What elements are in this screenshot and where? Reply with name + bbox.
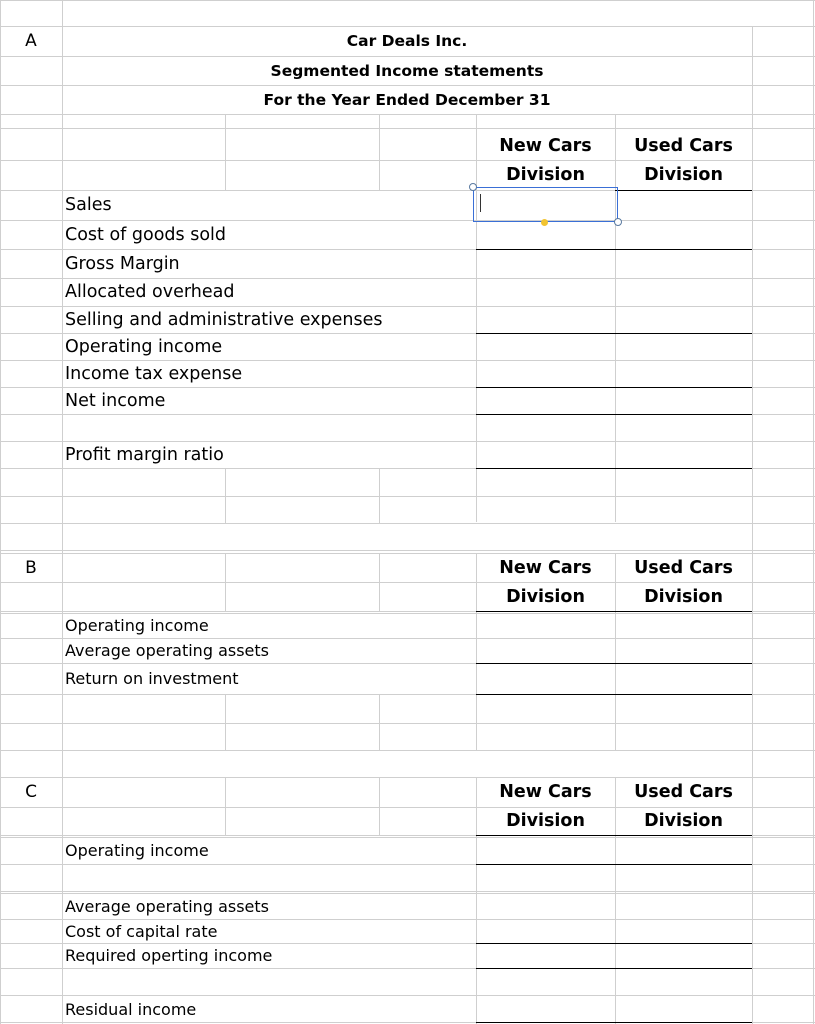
grid-vline bbox=[379, 777, 380, 835]
section-marker-c[interactable]: C bbox=[25, 782, 37, 802]
row-label-net-income[interactable]: Net income bbox=[65, 390, 166, 411]
selection-handle-top-left[interactable] bbox=[469, 183, 477, 191]
cell-bottom-border bbox=[476, 387, 752, 388]
selection-handle-bottom-right[interactable] bbox=[614, 218, 622, 226]
grid-vline bbox=[225, 694, 226, 750]
cell-bottom-border bbox=[476, 694, 752, 695]
used-cars-header-b-line2[interactable]: Division bbox=[644, 586, 723, 607]
grid-vline bbox=[225, 114, 226, 190]
statement-title[interactable]: Segmented Income statements bbox=[270, 61, 544, 80]
new-cars-header-line1[interactable]: New Cars bbox=[499, 135, 592, 156]
row-label-cost-of-capital[interactable]: Cost of capital rate bbox=[65, 921, 218, 941]
grid-vline bbox=[752, 26, 753, 1024]
cell-bottom-border bbox=[476, 968, 752, 969]
period-title[interactable]: For the Year Ended December 31 bbox=[263, 90, 551, 109]
row-label-residual-income[interactable]: Residual income bbox=[65, 999, 197, 1019]
grid-hline bbox=[0, 523, 815, 524]
row-label-roi[interactable]: Return on investment bbox=[65, 669, 239, 688]
new-cars-header-c-line1[interactable]: New Cars bbox=[499, 782, 592, 802]
row-label-avg-assets-b[interactable]: Average operating assets bbox=[65, 641, 269, 660]
grid-hline bbox=[0, 550, 815, 551]
grid-vline bbox=[379, 553, 380, 611]
section-marker-a[interactable]: A bbox=[25, 31, 37, 51]
section-marker-b[interactable]: B bbox=[25, 557, 37, 578]
row-label-operating-income-b[interactable]: Operating income bbox=[65, 616, 209, 635]
used-cars-header-line1[interactable]: Used Cars bbox=[634, 135, 733, 156]
cell-bottom-border bbox=[476, 468, 752, 469]
row-label-cogs[interactable]: Cost of goods sold bbox=[65, 224, 227, 245]
company-title[interactable]: Car Deals Inc. bbox=[346, 32, 468, 50]
used-cars-header-b-line1[interactable]: Used Cars bbox=[634, 557, 733, 578]
cell-bottom-border bbox=[476, 414, 752, 415]
row-label-selling-admin[interactable]: Selling and administrative expenses bbox=[65, 309, 383, 330]
row-label-avg-assets-c[interactable]: Average operating assets bbox=[65, 896, 269, 916]
grid-hline bbox=[0, 750, 815, 751]
cell-bottom-border bbox=[476, 943, 752, 944]
row-label-required-income[interactable]: Required operting income bbox=[65, 946, 273, 965]
cell-bottom-border bbox=[476, 864, 752, 865]
text-cursor bbox=[480, 194, 481, 212]
cell-bottom-border bbox=[476, 611, 752, 612]
cell-bottom-border bbox=[476, 1022, 752, 1023]
grid-hline bbox=[0, 723, 815, 724]
grid-hline bbox=[0, 0, 815, 1]
cell-bottom-border bbox=[476, 835, 752, 836]
selection-handle-fill[interactable] bbox=[541, 219, 548, 226]
grid-vline bbox=[225, 553, 226, 611]
grid-vline bbox=[813, 0, 814, 1024]
row-label-operating-income-c[interactable]: Operating income bbox=[65, 841, 209, 860]
grid-hline bbox=[0, 891, 815, 892]
row-label-sales[interactable]: Sales bbox=[65, 195, 112, 215]
cell-bottom-border bbox=[476, 663, 752, 664]
used-cars-header-c-line1[interactable]: Used Cars bbox=[634, 782, 733, 802]
cell-bottom-border bbox=[615, 190, 752, 191]
row-label-allocated-overhead[interactable]: Allocated overhead bbox=[65, 282, 235, 302]
grid-hline bbox=[62, 468, 476, 469]
grid-vline bbox=[62, 0, 63, 1024]
row-label-income-tax[interactable]: Income tax expense bbox=[65, 363, 243, 384]
new-cars-header-c-line2[interactable]: Division bbox=[506, 811, 585, 831]
grid-vline bbox=[225, 777, 226, 835]
new-cars-header-line2[interactable]: Division bbox=[506, 164, 585, 185]
active-cell-selection[interactable] bbox=[473, 187, 618, 222]
grid-vline bbox=[225, 468, 226, 523]
new-cars-header-b-line1[interactable]: New Cars bbox=[499, 557, 592, 578]
grid-hline bbox=[0, 114, 815, 115]
used-cars-header-c-line2[interactable]: Division bbox=[644, 811, 723, 831]
grid-hline bbox=[0, 496, 815, 497]
grid-vline bbox=[379, 694, 380, 750]
used-cars-header-line2[interactable]: Division bbox=[644, 164, 723, 185]
row-label-operating-income-a[interactable]: Operating income bbox=[65, 336, 223, 357]
cell-bottom-border bbox=[476, 333, 752, 334]
grid-hline bbox=[0, 128, 815, 129]
cell-bottom-border bbox=[476, 249, 752, 250]
row-label-gross-margin[interactable]: Gross Margin bbox=[65, 253, 180, 274]
grid-hline bbox=[62, 414, 476, 415]
grid-vline bbox=[0, 0, 1, 1024]
grid-vline bbox=[379, 468, 380, 523]
grid-vline bbox=[379, 114, 380, 190]
row-label-profit-margin[interactable]: Profit margin ratio bbox=[65, 444, 224, 465]
new-cars-header-b-line2[interactable]: Division bbox=[506, 586, 585, 607]
